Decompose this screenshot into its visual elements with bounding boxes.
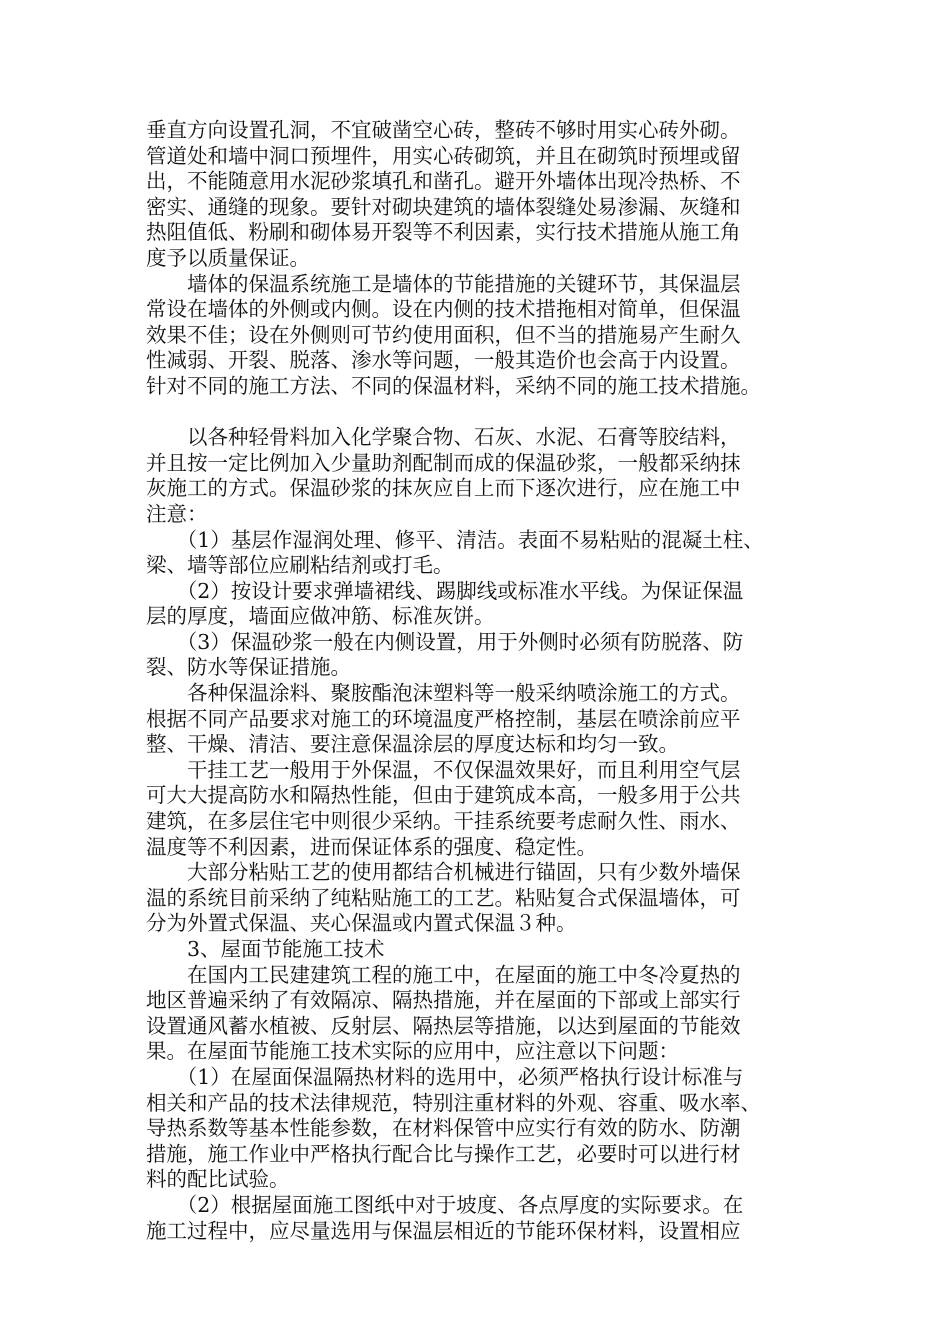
text-line: 以各种轻骨料加入化学聚合物、石灰、水泥、石膏等胶结料， bbox=[146, 425, 741, 450]
text-line: 料的配比试验。 bbox=[146, 1167, 290, 1192]
blank-line bbox=[146, 400, 814, 426]
text-line: 分为外置式保温、夹心保温或内置式保温３种。 bbox=[146, 911, 577, 936]
text-line: 温度等不利因素，进而保证体系的强度、稳定性。 bbox=[146, 834, 597, 859]
text-line: 建筑，在多层住宅中则很少采纳。干挂系统要考虑耐久性、雨水、 bbox=[146, 809, 741, 834]
text-line: 裂、防水等保证措施。 bbox=[146, 655, 351, 680]
text-line: 常设在墙体的外侧或内侧。设在内侧的技术措拖相对简单，但保温 bbox=[146, 297, 741, 322]
text-line: 相关和产品的技术法律规范，特别注重材料的外观、容重、吸水率、 bbox=[146, 1090, 761, 1115]
text-line: 施工过程中，应尽量选用与保温层相近的节能环保材料，设置相应 bbox=[146, 1218, 741, 1243]
text-line: 针对不同的施工方法、不同的保温材料，采纳不同的施工技术措施。 bbox=[146, 373, 761, 398]
text-line: 并且按一定比例加入少量助剂配制而成的保温砂浆，一般都采纳抹 bbox=[146, 450, 741, 475]
text-line: 注意： bbox=[146, 501, 208, 526]
text-line: 各种保温涂料、聚胺酯泡沫塑料等一般采纳喷涂施工的方式。 bbox=[146, 681, 741, 706]
text-line: 大部分粘贴工艺的使用都结合机械进行锚固，只有少数外墙保 bbox=[146, 860, 741, 885]
text-line: 密实、通缝的现象。要针对砌块建筑的墙体裂缝处易渗漏、灰缝和 bbox=[146, 194, 741, 219]
text-line: 度予以质量保证。 bbox=[146, 245, 310, 270]
text-line: 墙体的保温系统施工是墙体的节能措施的关键环节，其保温层 bbox=[146, 271, 741, 296]
text-line: 干挂工艺一般用于外保温，不仅保温效果好，而且利用空气层 bbox=[146, 757, 741, 782]
text-line: （1）在屋面保温隔热材料的选用中，必须严格执行设计标准与 bbox=[146, 1064, 744, 1089]
text-line: 果。在屋面节能施工技术实际的应用中，应注意以下问题： bbox=[146, 1039, 679, 1064]
text-line: 热阻值低、粉刷和砌体易开裂等不利因素，实行技术措施从施工角 bbox=[146, 220, 741, 245]
text-line: 措施，施工作业中严格执行配合比与操作工艺，必要时可以进行材 bbox=[146, 1141, 741, 1166]
text-line: 效果不佳；设在外侧则可节约使用面积，但不当的措施易产生耐久 bbox=[146, 322, 741, 347]
text-line: 出，不能随意用水泥砂浆填孔和凿孔。避开外墙体出现冷热桥、不 bbox=[146, 169, 741, 194]
text-line: 层的厚度，墙面应做冲筋、标准灰饼。 bbox=[146, 604, 495, 629]
text-line: 性减弱、开裂、脱落、渗水等问题，一般其造价也会高于内设置。 bbox=[146, 348, 741, 373]
text-line: 设置通风蓄水植被、反射层、隔热层等措施，以达到屋面的节能效 bbox=[146, 1013, 741, 1038]
text-line: （2）根据屋面施工图纸中对于坡度、各点厚度的实际要求。在 bbox=[146, 1192, 744, 1217]
section-heading: 3、屋面节能施工技术 bbox=[146, 937, 385, 961]
text-line: 温的系统目前采纳了纯粘贴施工的工艺。粘贴复合式保温墙体，可 bbox=[146, 885, 741, 910]
text-line: 管道处和墙中洞口预埋件，用实心砖砌筑，并且在砌筑时预埋或留 bbox=[146, 143, 741, 168]
text-line: 整、干燥、清洁、要注意保温涂层的厚度达标和均匀一致。 bbox=[146, 732, 679, 757]
text-line: 灰施工的方式。保温砂浆的抹灰应自上而下逐次进行，应在施工中 bbox=[146, 476, 741, 501]
text-line: 地区普遍采纳了有效隔凉、隔热措施，并在屋面的下部或上部实行 bbox=[146, 988, 741, 1013]
text-line: （3）保温砂浆一般在内侧设置，用于外侧时必须有防脱落、防 bbox=[146, 629, 744, 654]
text-line: 可大大提高防水和隔热性能，但由于建筑成本高，一般多用于公共 bbox=[146, 783, 741, 808]
text-line: 根据不同产品要求对施工的环境温度严格控制，基层在喷涂前应平 bbox=[146, 706, 741, 731]
text-line: （1）基层作湿润处理、修平、清洁。表面不易粘贴的混凝土柱、 bbox=[146, 527, 764, 552]
text-line: 导热系数等基本性能参数，在材料保管中应实行有效的防水、防潮 bbox=[146, 1116, 741, 1141]
text-line: 垂直方向设置孔洞，不宜破凿空心砖，整砖不够时用实心砖外砌。 bbox=[146, 118, 741, 142]
document-body bbox=[146, 118, 814, 1244]
text-line: 在国内工民建建筑工程的施工中，在屋面的施工中冬冷夏热的 bbox=[146, 962, 741, 987]
text-line: （2）按设计要求弹墙裙线、踢脚线或标准水平线。为保证保温 bbox=[146, 578, 744, 603]
text-line: 梁、墙等部位应刷粘结剂或打毛。 bbox=[146, 553, 454, 578]
